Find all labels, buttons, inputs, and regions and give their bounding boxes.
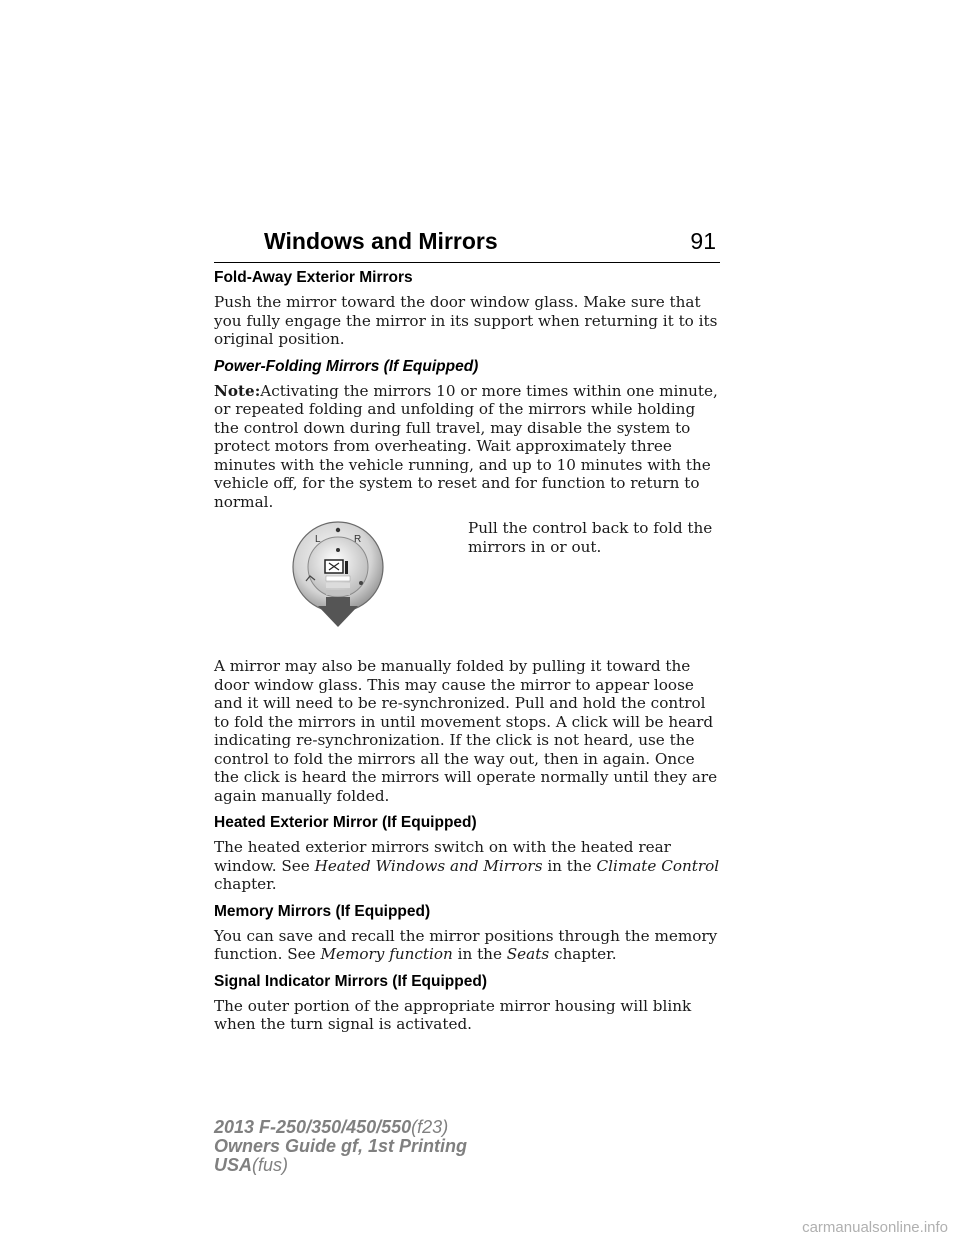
paragraph [214,927,724,964]
note-label: Note: [214,381,261,400]
text-run: You can save and recall the mirror positions through the memory function. See [214,926,718,963]
cross-reference-link[interactable]: Memory function [320,945,453,963]
section-fold-away [214,268,724,349]
chapter-title: Windows and Mirrors [264,228,498,254]
section-heading: Memory Mirrors (If Equipped) [214,902,431,920]
note-paragraph [214,382,724,512]
cross-reference-link[interactable]: Heated Windows and Mirrors [314,856,543,875]
section-heading: Power-Folding Mirrors (If Equipped) [214,357,479,375]
section-heading: Heated Exterior Mirror (If Equipped) [214,814,477,831]
footer-line-model [214,1118,467,1137]
section-signal [214,972,724,1034]
right-label: R [354,534,362,545]
section-heated [214,813,724,894]
section-heading: Signal Indicator Mirrors (If Equipped) [214,972,487,990]
page-number: 91 [690,228,716,254]
watermark-text: carmanualsonline.info [802,1219,948,1236]
left-label: L [315,534,321,545]
page-header [214,228,720,263]
section-heading: Fold-Away Exterior Mirrors [214,269,413,286]
text-run: chapter. [553,945,617,963]
footer-line-region [214,1156,467,1175]
cross-reference-link[interactable]: Climate Control [596,856,720,875]
text-run: in the [457,945,502,963]
text-run: chapter. [214,875,277,893]
figure-row [214,517,724,651]
paragraph [214,838,724,894]
mirror-control-illustration [292,517,388,651]
text-run: in the [547,856,592,875]
text-run: The heated exterior mirrors switch on with the heated rear window. See [214,838,671,875]
footer-code: (f23) [411,1117,449,1137]
figure-caption: Pull the control back to fold the mirrors in or out. [468,519,713,556]
page-footer [214,1118,467,1175]
footer-region-code: (fus) [252,1155,289,1175]
paragraph: A mirror may also be manually folded by pulling it toward the door window glass. This may cause the mirror to appear loose and it will need to be re-synchronized. Pull and hold the control to fold the mirrors in until movement stops. A click will be heard indicating re-synchronization. If the click is not heard, use the control to fold the mirrors all the way out, then in again. Once the click is heard the mirrors will operate normally until they are again manually folded. [214,657,718,805]
section-power-folding [214,357,724,806]
footer-model: 2013 F-250/350/450/550 [214,1117,412,1137]
page-content [214,268,724,1042]
paragraph: Push the mirror toward the door window glass. Make sure that you fully engage the mirror in its support when returning it to its original position. [214,293,718,348]
note-text: Activating the mirrors 10 or more times within one minute, or repeated folding and unfolding of the mirrors while holding the control down during full travel, may disable the system to protect motors from overheating. Wait approximately three minutes with the vehicle running, and up to 10 minutes with the vehicle off, for the system to reset and for function to return to normal. [214,381,718,511]
footer-region: USA [214,1155,253,1175]
section-memory [214,902,724,964]
footer-line-guide: Owners Guide gf, 1st Printing [214,1136,468,1156]
mirror-fold-control-figure [292,517,388,651]
paragraph: The outer portion of the appropriate mirror housing will blink when the turn signal is activated. [214,996,692,1033]
cross-reference-link[interactable]: Seats [506,945,550,963]
